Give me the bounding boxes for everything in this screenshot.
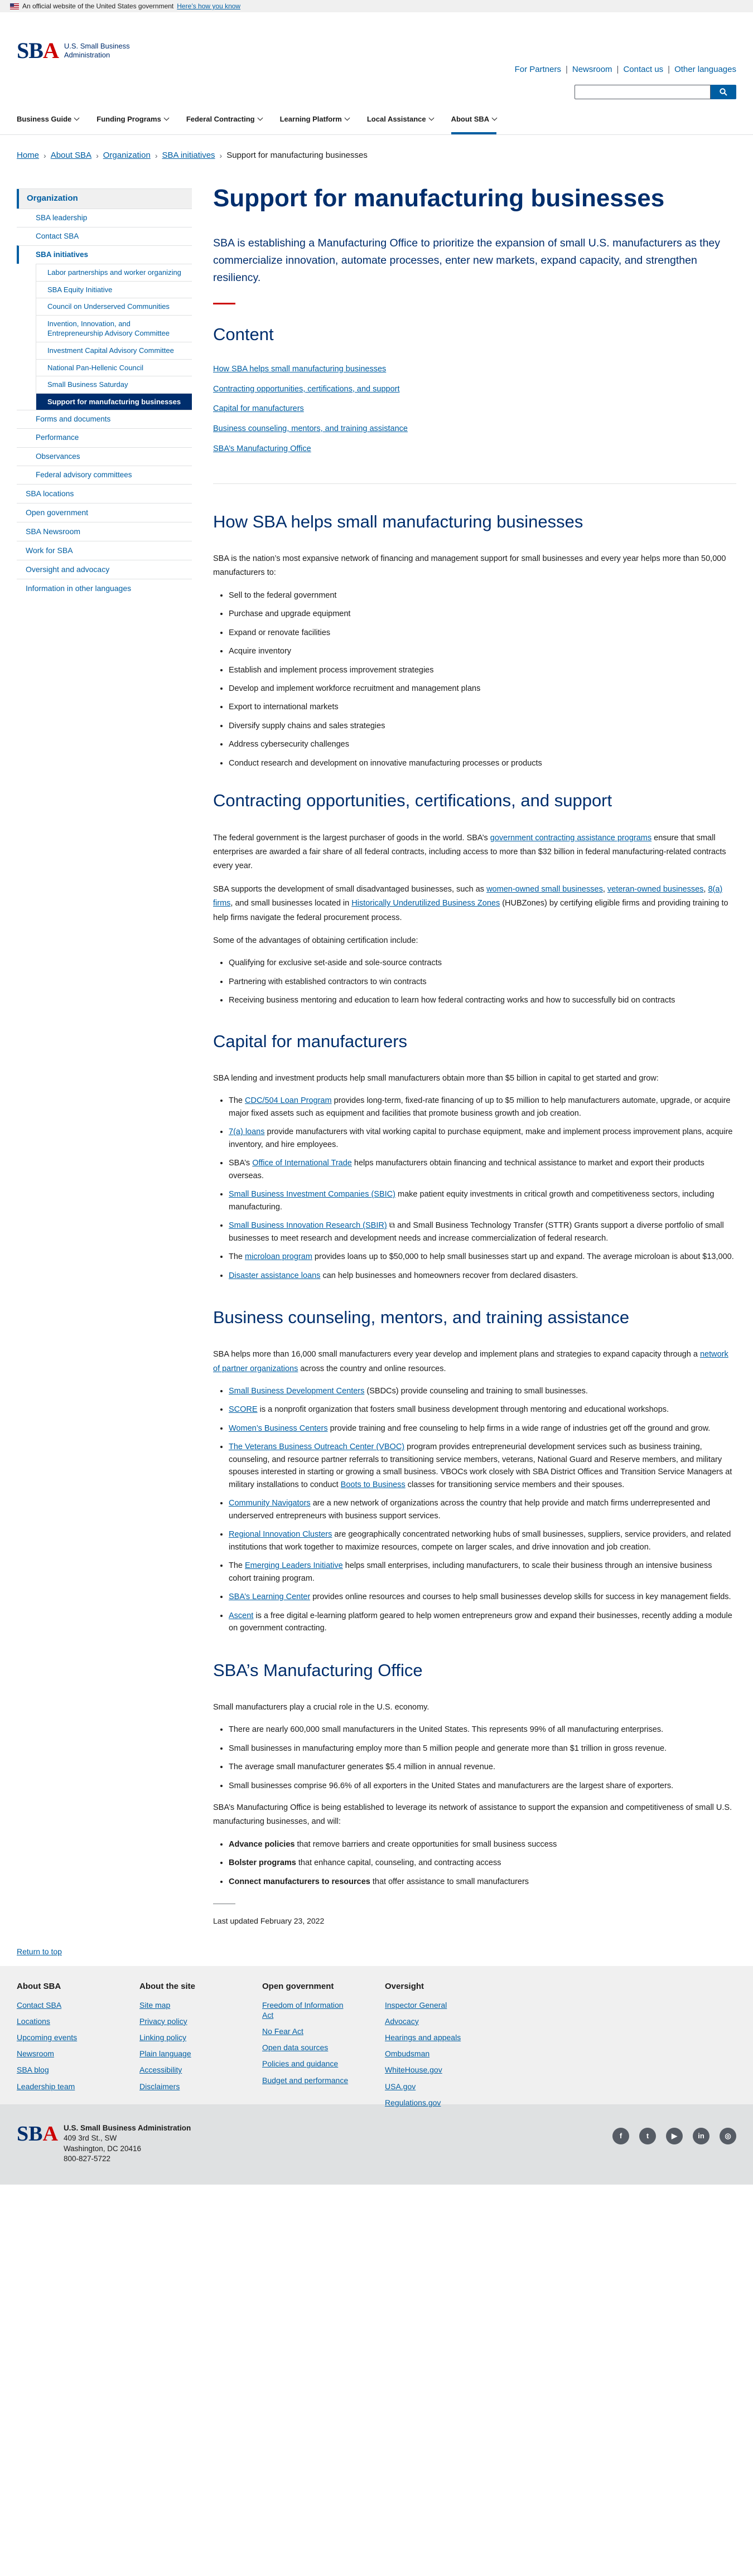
text: helps manufacturers obtain financing and technical assistance to market and export their products overseas.: [229, 1159, 704, 1180]
contact-us-link[interactable]: Contact us: [623, 65, 664, 74]
sidebar-item-open-government[interactable]: Open government: [17, 503, 192, 522]
search-button[interactable]: [711, 85, 736, 99]
list-item: [229, 1188, 736, 1213]
us-flag-icon: [10, 3, 19, 9]
footer-address: [64, 2123, 191, 2166]
breadcrumb-separator-icon: ›: [219, 151, 223, 160]
text: can help businesses and homeowners recover from declared disasters.: [320, 1271, 578, 1280]
7a-loans-link[interactable]: 7(a) loans: [229, 1127, 265, 1137]
section-counseling: [213, 1291, 736, 1635]
text: SBA supports the development of small disadvantaged businesses, such as: [213, 884, 487, 894]
main-nav: [0, 108, 753, 135]
breadcrumb-home[interactable]: Home: [17, 150, 40, 160]
red-divider: [213, 303, 235, 304]
footer-logo[interactable]: SBA: [17, 2122, 58, 2146]
text: The federal government is the largest purchaser of goods in the world. SBA’s: [213, 833, 490, 842]
nav-business-guide[interactable]: [17, 114, 79, 135]
list-item: [229, 1095, 736, 1120]
chevron-down-icon: [257, 115, 263, 120]
section-heading: Contracting opportunities, certifications, and support: [213, 791, 612, 811]
list-item: [229, 1528, 736, 1553]
section-heading: Business counseling, mentors, and training assistance: [213, 1307, 630, 1327]
footer-col-open-government: [262, 1981, 351, 2085]
list-item: • Sell to the federal government: [229, 589, 736, 602]
sidebar-item-newsroom[interactable]: SBA Newsroom: [17, 522, 192, 541]
other-languages-link[interactable]: Other languages: [674, 65, 736, 74]
bullet-list: [229, 1723, 736, 1792]
list-item: [229, 1157, 736, 1182]
text: are geographically concentrated networking hubs of small businesses, suppliers, service providers, and related institutions that work together to maximize resources, compete on larger scales, and drive innovation and job creation.: [229, 1530, 731, 1552]
footer-link[interactable]: USA.gov: [385, 2081, 416, 2091]
chevron-down-icon: [163, 115, 169, 120]
list-item: [229, 1610, 736, 1635]
youtube-icon[interactable]: ▶: [666, 2128, 683, 2144]
section-intro: Small manufacturers play a crucial role in the U.S. economy.: [213, 1702, 429, 1712]
sidebar-item-sba-leadership[interactable]: SBA leadership: [17, 209, 192, 227]
learning-center-link[interactable]: SBA’s Learning Center: [229, 1592, 311, 1602]
breadcrumb-separator-icon: ›: [44, 151, 46, 160]
list-item: [229, 1422, 736, 1435]
paragraph: SBA’s Manufacturing Office is being established to leverage its network of assistance to support the expansion and competitiveness of small U.S. manufacturing businesses, and will:: [213, 1803, 732, 1827]
community-navigators-link[interactable]: Community Navigators: [229, 1499, 311, 1508]
sidebar-item-contact-sba[interactable]: Contact SBA: [17, 227, 192, 245]
list-item: [229, 1560, 736, 1585]
logo-line2: Administration: [64, 51, 110, 59]
return-to-top-link[interactable]: Return to top: [17, 1947, 62, 1957]
wbc-link[interactable]: Women’s Business Centers: [229, 1423, 328, 1433]
text: (SBDCs) provide counseling and training to small businesses.: [364, 1387, 588, 1396]
footer-link[interactable]: Inspector General: [385, 2000, 447, 2010]
toc-link[interactable]: Business counseling, mentors, and training assistance: [213, 424, 408, 434]
list-item: [229, 1251, 736, 1263]
section-intro: SBA lending and investment products help small manufacturers obtain more than $5 billion in capital to get started and grow:: [213, 1073, 659, 1083]
footer-link[interactable]: Hearings and appeals: [385, 2033, 461, 2042]
sbir-link[interactable]: Small Business Innovation Research (SBIR): [229, 1221, 387, 1231]
bold-text: Bolster programs: [229, 1858, 296, 1868]
list-item: [229, 1591, 736, 1603]
text: , and small businesses located in: [230, 899, 352, 908]
list-item: • Establish and implement process improvement strategies: [229, 664, 736, 676]
boots-to-business-link[interactable]: Boots to Business: [340, 1480, 406, 1489]
innovation-clusters-link[interactable]: Regional Innovation Clusters: [229, 1530, 332, 1539]
main-content: [213, 168, 736, 1927]
breadcrumb-separator-icon: ›: [155, 151, 158, 160]
section-how-sba-helps: [213, 484, 736, 770]
lead-paragraph: SBA is establishing a Manufacturing Office to prioritize the expansion of small U.S. manufacturers as they commercialize innovation, automate processes, enter new markets, expand capacity, and strengthen resiliency.: [213, 237, 721, 284]
microloan-link[interactable]: microloan program: [245, 1252, 312, 1262]
list-item: • Qualifying for exclusive set-aside and sole-source contracts: [229, 957, 736, 969]
footer-link[interactable]: WhiteHouse.gov: [385, 2065, 442, 2075]
bullet-list: [229, 1095, 736, 1282]
sbic-link[interactable]: Small Business Investment Companies (SBIC): [229, 1190, 395, 1199]
international-trade-link[interactable]: Office of International Trade: [252, 1159, 352, 1168]
wosb-link[interactable]: women-owned small businesses: [486, 884, 603, 894]
list-item: [229, 1270, 736, 1282]
sidebar-item-oversight[interactable]: Oversight and advocacy: [17, 560, 192, 579]
list-item: • Export to international markets: [229, 701, 736, 713]
footer-link[interactable]: Privacy policy: [139, 2016, 187, 2026]
contracting-programs-link[interactable]: government contracting assistance programs: [490, 833, 652, 842]
text: SBA’s: [229, 1159, 253, 1168]
footer-link[interactable]: Advocacy: [385, 2016, 419, 2026]
return-to-top-wrap: [0, 1927, 753, 1966]
disaster-loans-link[interactable]: Disaster assistance loans: [229, 1271, 321, 1280]
list-item: • Receiving business mentoring and education to learn how federal contracting works and how to successfully bid on contracts: [229, 994, 736, 1006]
list-item: • Expand or renovate facilities: [229, 627, 736, 639]
utility-links: For Partners | Newsroom | Contact us | Other languages: [515, 64, 736, 76]
last-updated: Last updated February 23, 2022: [213, 1904, 235, 1927]
footer-link[interactable]: Contact SBA: [17, 2000, 62, 2010]
footer-address-line: 409 3rd St., SW: [63, 2134, 117, 2143]
nav-label: Federal Contracting: [186, 114, 255, 123]
list-item: • Partnering with established contractors to win contracts: [229, 976, 736, 988]
logo-text: [64, 42, 130, 59]
linkedin-icon[interactable]: in: [693, 2128, 709, 2144]
footer-link[interactable]: Upcoming events: [17, 2033, 78, 2042]
sba-logo[interactable]: [17, 38, 130, 64]
search-input[interactable]: [575, 85, 711, 99]
list-item: [229, 1497, 736, 1522]
sidebar-item-underserved-council[interactable]: Council on Underserved Communities: [36, 298, 192, 315]
table-of-contents: [213, 364, 736, 456]
sidebar-item-work-for-sba[interactable]: Work for SBA: [17, 541, 192, 560]
text: helps small enterprises, including manufacturers, to scale their business through an intensive business cohort training program.: [229, 1561, 712, 1583]
veteran-owned-link[interactable]: veteran-owned businesses: [607, 884, 704, 894]
text: provide training and free counseling to help firms in a wide range of industries get off the ground and grow.: [327, 1423, 711, 1433]
chevron-down-icon: [428, 115, 434, 120]
footer-address-line: Washington, DC 20416: [63, 2144, 142, 2153]
partner-network-link[interactable]: network of partner organizations: [213, 1350, 728, 1373]
footer-link[interactable]: Freedom of Information Act: [262, 2000, 344, 2020]
list-item: [229, 1876, 736, 1888]
list-item: • Diversify supply chains and sales strategies: [229, 720, 736, 732]
page-title: Support for manufacturing businesses: [213, 185, 665, 212]
footer-link[interactable]: Disclaimers: [139, 2081, 180, 2091]
footer-link[interactable]: Budget and performance: [262, 2075, 349, 2085]
text: provides loans up to $50,000 to help small businesses start up and expand. The average microloan is about $13,000.: [312, 1252, 734, 1262]
list-item: [229, 1403, 736, 1416]
footer-col-title: Open government: [262, 1982, 334, 1992]
list-item: • Purchase and upgrade equipment: [229, 608, 736, 620]
footer-link[interactable]: Regulations.gov: [385, 2098, 441, 2107]
gov-banner: [0, 0, 753, 12]
for-partners-link[interactable]: For Partners: [514, 65, 561, 74]
list-item: [229, 1219, 736, 1245]
sidebar-item-small-business-saturday[interactable]: Small Business Saturday: [36, 376, 192, 393]
logo-line1: U.S. Small Business: [64, 42, 130, 51]
text: provides long-term, fixed-rate financing of up to $5 million to help manufacturers automate, upgrade, or acquire major fixed assets such as equipment and facilities that promote business growth and job creation.: [229, 1096, 731, 1118]
cdc-504-link[interactable]: CDC/504 Loan Program: [245, 1096, 332, 1106]
text: ,: [602, 884, 607, 894]
nav-label: Business Guide: [17, 114, 72, 123]
sidebar-subnav: [36, 264, 192, 410]
nav-about-sba[interactable]: [451, 114, 497, 135]
footer-link[interactable]: Ombudsman: [385, 2049, 430, 2059]
text: is a free digital e-learning platform geared to help women entrepreneurs grow and expand their businesses, recently adding a module on government contracting.: [229, 1611, 732, 1633]
text: are a new network of organizations across the country that help provide and match firms underrepresented and underserved entrepreneurs with business support services.: [229, 1499, 711, 1521]
toc-link[interactable]: SBA’s Manufacturing Office: [213, 444, 311, 453]
sidebar-item-advisory-committees[interactable]: Federal advisory committees: [17, 466, 192, 484]
sidebar-organization[interactable]: Organization: [17, 189, 192, 209]
newsroom-link[interactable]: Newsroom: [572, 65, 612, 74]
instagram-icon[interactable]: ◎: [720, 2128, 736, 2144]
chevron-down-icon: [344, 115, 350, 120]
chevron-down-icon: [74, 115, 80, 120]
section-intro: [213, 1348, 736, 1376]
sidebar-item-observances[interactable]: Observances: [17, 447, 192, 466]
vboc-link[interactable]: The Veterans Business Outreach Center (VBOC): [229, 1442, 405, 1452]
facebook-icon[interactable]: f: [612, 2128, 629, 2144]
hubzone-link[interactable]: Historically Underutilized Business Zones: [351, 899, 500, 908]
list-item: • Acquire inventory: [229, 645, 736, 657]
footer-link[interactable]: Open data sources: [262, 2043, 329, 2052]
list-item: [229, 1385, 736, 1397]
bold-text: Connect manufacturers to resources: [229, 1877, 370, 1886]
footer-link[interactable]: Locations: [17, 2016, 50, 2026]
breadcrumb: [0, 135, 753, 168]
breadcrumb-separator-icon: ›: [96, 151, 99, 160]
breadcrumb-current: Support for manufacturing businesses: [226, 150, 368, 160]
text: The: [229, 1096, 245, 1106]
section-intro: SBA is the nation’s most expansive network of financing and management support for small businesses and every year helps more than 50,000 manufacturers to:: [213, 554, 726, 578]
content-heading: Content: [213, 324, 274, 344]
text: ⧉ and Small Business Technology Transfer (STTR) Grants support a diverse portfolio of small businesses to meet research and development needs and increase commercialization of federal research.: [229, 1221, 724, 1243]
emerging-leaders-link[interactable]: Emerging Leaders Initiative: [245, 1561, 343, 1571]
list-item: • There are nearly 600,000 small manufacturers in the United States. This represents 99% of all manufacturing enterprises.: [229, 1723, 736, 1736]
ascent-link[interactable]: Ascent: [229, 1611, 254, 1620]
nav-funding-programs[interactable]: [96, 114, 168, 135]
sbdc-link[interactable]: Small Business Development Centers: [229, 1387, 365, 1396]
footer-link[interactable]: Linking policy: [139, 2033, 187, 2042]
sidebar-item-labor-partnerships[interactable]: Labor partnerships and worker organizing: [36, 264, 192, 281]
footer-link[interactable]: Newsroom: [17, 2049, 54, 2059]
section-heading: How SBA helps small manufacturing businesses: [213, 511, 583, 531]
footer-org-name: U.S. Small Business Administration: [63, 2124, 191, 2133]
bold-text: Advance policies: [229, 1839, 295, 1849]
list-item: [229, 1838, 736, 1851]
twitter-icon[interactable]: t: [639, 2128, 656, 2144]
sidebar-item-investment-capital[interactable]: Investment Capital Advisory Committee: [36, 342, 192, 359]
footer-col-title: About the site: [139, 1982, 195, 1992]
section-manufacturing-office: [213, 1644, 736, 1928]
sidebar-item-equity-initiative[interactable]: SBA Equity Initiative: [36, 281, 192, 298]
list-item: [229, 1126, 736, 1151]
footer-bottom: [0, 2104, 753, 2185]
bullet-list: [229, 1385, 736, 1635]
sidebar-item-manufacturing[interactable]: Support for manufacturing businesses: [36, 393, 192, 410]
text: ,: [703, 884, 708, 894]
footer-col-oversight: [385, 1981, 474, 2107]
section-contracting: [213, 778, 736, 1006]
bullet-list: [229, 957, 736, 1006]
nav-federal-contracting[interactable]: [186, 114, 262, 135]
nav-label: Funding Programs: [96, 114, 161, 123]
footer-phone: 800-827-5722: [63, 2154, 111, 2163]
search-icon: [720, 88, 727, 96]
sidebar-item-sba-initiatives[interactable]: SBA initiatives: [17, 245, 192, 264]
footer-links: [0, 1966, 753, 2107]
paragraph: Some of the advantages of obtaining certification include:: [213, 936, 418, 945]
breadcrumb-sba-initiatives[interactable]: SBA initiatives: [162, 150, 215, 160]
footer-link[interactable]: SBA blog: [17, 2065, 49, 2075]
breadcrumb-organization[interactable]: Organization: [103, 150, 151, 160]
text: program provides entrepreneurial development services such as business training, counseling, and resource partner referrals to transitioning service members, veterans, National Guard and Reserve members, and military spouses interested in starting or growing a small business. VBOCs work closely with SBA District Offices and Transition Service Managers at military installations to conduct: [229, 1442, 732, 1489]
text: (HUBZones) by certifying eligible firms and providing training to help firms navigate the federal procurement process.: [213, 899, 728, 922]
text: SBA helps more than 16,000 small manufacturers every year develop and implement plans and strategies to expand capacity through a: [213, 1350, 700, 1359]
list-item: [229, 1441, 736, 1491]
toc-link[interactable]: Capital for manufacturers: [213, 404, 304, 414]
footer-link[interactable]: No Fear Act: [262, 2027, 303, 2036]
footer-link[interactable]: Plain language: [139, 2049, 191, 2059]
list-item: • Address cybersecurity challenges: [229, 738, 736, 750]
section-heading: Capital for manufacturers: [213, 1031, 408, 1051]
sidebar-item-locations[interactable]: SBA locations: [17, 484, 192, 503]
nav-local-assistance[interactable]: [367, 114, 433, 135]
text: The: [229, 1252, 245, 1262]
heres-how-link[interactable]: Here’s how you know: [177, 2, 241, 10]
nav-label: Learning Platform: [279, 114, 342, 123]
section-heading: SBA’s Manufacturing Office: [213, 1660, 423, 1680]
toc-link[interactable]: How SBA helps small manufacturing businesses: [213, 364, 387, 374]
text: is a nonprofit organization that fosters small business development through mentoring and educational workshops.: [257, 1405, 669, 1415]
footer-col-about-sba: [17, 1981, 106, 2091]
sidebar-item-performance[interactable]: Performance: [17, 428, 192, 447]
list-item: • The average small manufacturer generates $5.4 million in annual revenue.: [229, 1761, 736, 1773]
nav-label: Local Assistance: [366, 114, 426, 123]
list-item: • Develop and implement workforce recruitment and management plans: [229, 682, 736, 695]
nav-learning-platform[interactable]: [280, 114, 349, 135]
paragraph: [213, 831, 736, 874]
footer-col-about-site: [139, 1981, 229, 2091]
sidebar: [17, 168, 192, 1927]
footer-link[interactable]: Policies and guidance: [262, 2059, 339, 2069]
site-header: [0, 12, 753, 75]
footer-col-title: Oversight: [385, 1982, 424, 1992]
text: provide manufacturers with vital working capital to purchase equipment, make and implement process improvement plans, acquire inventory, and hire employees.: [229, 1127, 733, 1149]
8a-firms-link[interactable]: 8(a) firms: [213, 884, 723, 908]
footer-identity: [17, 2123, 191, 2166]
footer-col-title: About SBA: [17, 1982, 61, 1992]
search-form: [575, 85, 736, 99]
bullet-list: [229, 589, 736, 770]
chevron-down-icon: [492, 115, 498, 120]
breadcrumb-about-sba[interactable]: About SBA: [50, 150, 92, 160]
toc-link[interactable]: Contracting opportunities, certifications, and support: [213, 384, 400, 394]
list-item: • Small businesses in manufacturing employ more than 5 million people and generate more than $1 trillion in gross revenue.: [229, 1742, 736, 1755]
text: ensure that small enterprises are awarded a fair share of all federal contracts, including access to more than $32 billion in federal manufacturing-related contracts every year.: [213, 833, 726, 871]
section-capital: [213, 1016, 736, 1282]
score-link[interactable]: SCORE: [229, 1405, 258, 1415]
list-item: • Small businesses comprise 96.6% of all exporters in the United States and manufacturers are the largest share of exporters.: [229, 1780, 736, 1792]
bullet-list: [229, 1838, 736, 1888]
social-links: [612, 2128, 736, 2166]
text: that offer assistance to small manufacturers: [370, 1877, 529, 1886]
text: make patient equity investments in critical growth and competitiveness sectors, including manufacturing.: [229, 1190, 715, 1212]
sidebar-item-innovation-committee[interactable]: Invention, Innovation, and Entrepreneurship Advisory Committee: [36, 315, 192, 342]
sidebar-item-forms[interactable]: Forms and documents: [17, 410, 192, 428]
footer-link[interactable]: Leadership team: [17, 2081, 75, 2091]
footer-link[interactable]: Site map: [139, 2000, 171, 2010]
text: that enhance capital, counseling, and contracting access: [296, 1858, 501, 1868]
text: provides online resources and courses to help small businesses develop skills for success in key management fields.: [310, 1592, 731, 1602]
text: that remove barriers and create opportunities for small business success: [295, 1839, 557, 1849]
gov-banner-text: An official website of the United States government: [22, 2, 174, 10]
text: classes for transitioning service members and their spouses.: [405, 1480, 625, 1489]
sidebar-item-other-languages[interactable]: Information in other languages: [17, 579, 192, 598]
paragraph: [213, 883, 736, 925]
sidebar-item-pan-hellenic[interactable]: National Pan-Hellenic Council: [36, 359, 192, 376]
nav-label: About SBA: [451, 114, 490, 123]
footer-link[interactable]: Accessibility: [139, 2065, 182, 2075]
text: across the country and online resources.: [298, 1364, 446, 1373]
text: The: [229, 1561, 245, 1571]
list-item: • Conduct research and development on innovative manufacturing processes or products: [229, 757, 736, 769]
list-item: [229, 1857, 736, 1869]
logo-mark: SBA: [17, 38, 59, 63]
